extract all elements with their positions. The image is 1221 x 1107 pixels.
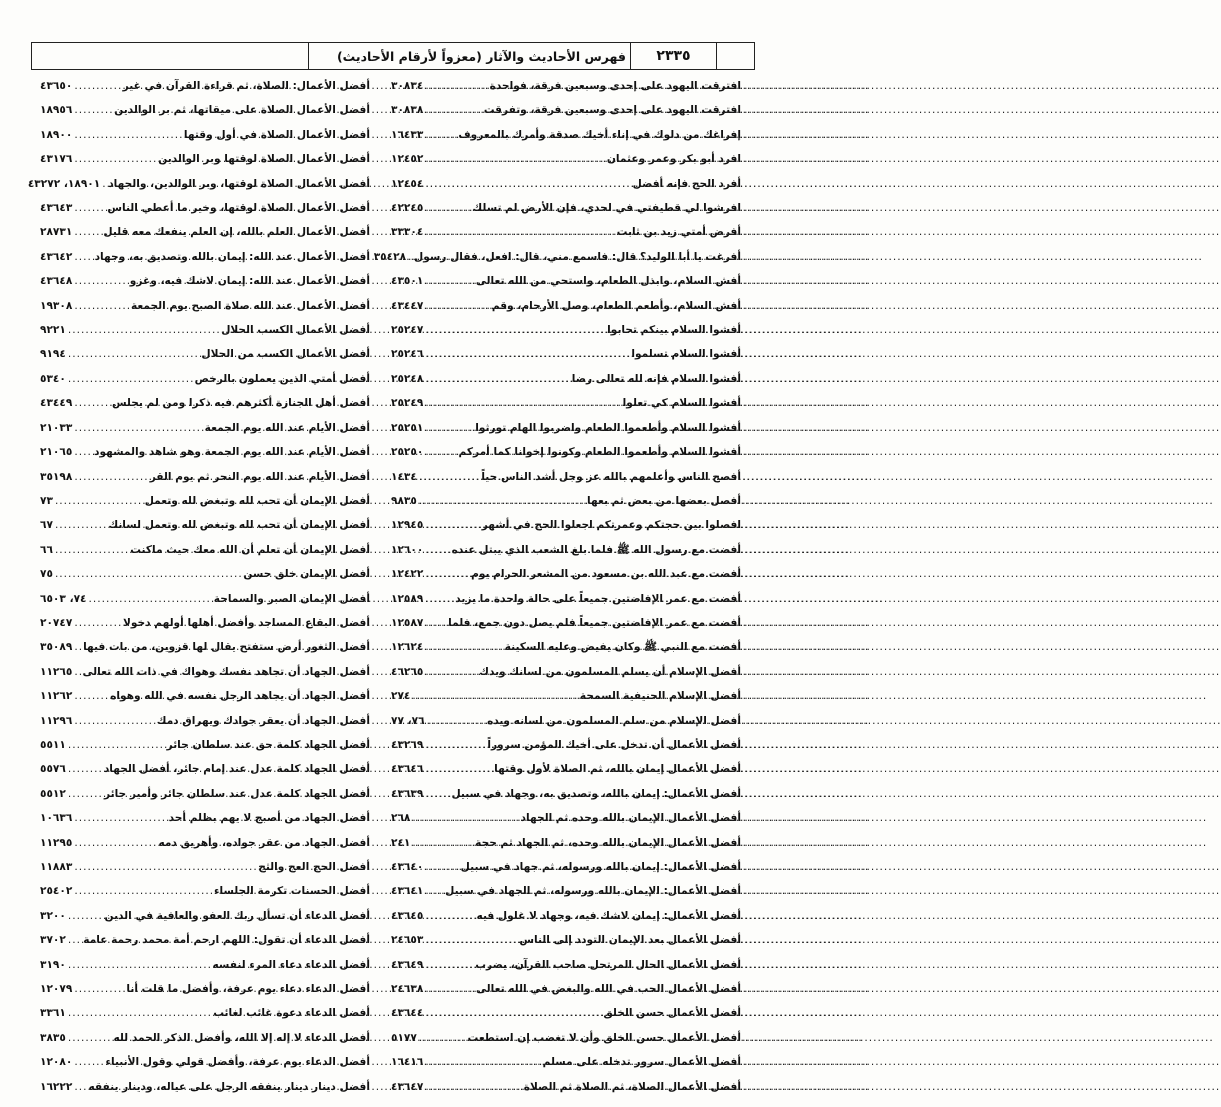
dot-leader xyxy=(74,640,83,654)
entry-number: ٢٥٢٥٠ xyxy=(391,446,424,459)
index-entry xyxy=(40,592,370,606)
entry-text: أفضل الأعمال الإيمان بالله وحده، ثم الجهاد ثم حجة xyxy=(475,836,741,849)
entry-text: إفراغك من دلوك في إناء أخيك صدقة وأمرك بالمعروف xyxy=(458,128,741,141)
entry-text: أفرض أمتي زيد بن ثابت xyxy=(616,226,741,239)
index-entry xyxy=(40,543,370,557)
index-entry xyxy=(40,518,370,532)
entry-number: ٢٥٢٤٧ xyxy=(391,324,424,337)
entry-text: أفضل الأعمال: الصلاة، ثم قراءة القرآن في غير xyxy=(122,80,370,92)
dot-leader xyxy=(74,103,114,117)
dot-leader xyxy=(74,274,129,288)
entry-number: ١٢٤٥٤ xyxy=(391,177,424,190)
dot-leader xyxy=(74,445,94,459)
entry-text: أفضل الإيمان أن تحب لله وتبغض لله وتعمل xyxy=(144,494,370,507)
dot-leader xyxy=(74,982,126,996)
index-entry xyxy=(40,201,370,215)
entry-number: ٥١٧٧ xyxy=(391,1031,417,1044)
entry-text: أفشوا السلام تسلموا xyxy=(631,348,741,361)
entry-number: ٣١٩٠ xyxy=(40,958,66,971)
index-entry xyxy=(40,836,370,850)
dot-leader xyxy=(74,79,122,93)
dot-leader xyxy=(74,836,158,850)
index-entry xyxy=(40,689,370,703)
entry-number: ٣٣٣٠٤ xyxy=(391,226,424,239)
entry-text: أفضل الجهاد كلمة عدل عند سلطان جائر وأمير جائر xyxy=(104,787,370,800)
entry-number: ٢٥٢٤٩ xyxy=(391,397,424,410)
index-entry xyxy=(40,128,370,142)
entry-text: أفشوا السلام وأطعموا الطعام واضربوا الهام تورثوا xyxy=(475,421,741,434)
entry-text: أفضل الأعمال الحب في الله والبغض في الله تعالى xyxy=(475,983,741,996)
entry-text: أفضل الأعمال عند الله صلاة الصبح يوم الجمعة xyxy=(130,299,370,312)
entry-number: ١٠٦٣٦ xyxy=(40,812,73,825)
dot-leader xyxy=(74,201,107,215)
dot-leader xyxy=(68,347,202,361)
entry-text: أفضل الأيام عند الله يوم الجمعة xyxy=(204,421,370,434)
index-entry xyxy=(40,909,370,923)
dot-leader xyxy=(68,909,105,923)
entry-number: ٤٦٢٦٥ xyxy=(391,665,424,678)
entry-number: ٥٥٧٦ xyxy=(40,763,66,776)
entry-number: ٤٢٢٤٥ xyxy=(391,202,424,215)
entry-text: أفضل الجهاد أن تجاهد نفسك وهواك في ذات الله تعالى xyxy=(82,665,370,678)
entry-text: أفضل الأعمال عند الله: إيمان لاشك فيه، وغزو xyxy=(129,275,370,288)
entry-text: أفضت مع عمر الإفاضتين جميعاً فلم يصل دون جمع، فلما xyxy=(448,616,741,629)
entry-text: أفضت مع عبد الله بن مسعود من المشعر الحرام يوم xyxy=(471,568,741,581)
entry-text: أفضل الدعاء يوم عرفة، وأفضل قولي وقول الأنبياء xyxy=(105,1056,370,1069)
entry-text: أفضل الدعاء لا إله إلا الله، وأفضل الذكر الحمد لله xyxy=(113,1031,370,1044)
entry-text: أفضل الجهاد كلمة عدل عند إمام جائر، أفضل الجهاد xyxy=(103,763,370,776)
index-entry xyxy=(40,933,370,947)
index-entry xyxy=(40,1080,370,1094)
entry-text: أفضل الإيمان أن تحب لله وتبغض لله وتعمل لسانك xyxy=(108,519,370,532)
entry-text: أفشوا السلام فإنه لله تعالى رضا xyxy=(571,372,741,385)
entry-number: ٦٦ xyxy=(40,543,53,556)
entry-text: أفضل الأعمال الصلاة لوقتها وبر الوالدين xyxy=(158,153,370,166)
dot-leader xyxy=(74,470,149,484)
entry-number: ٤٣٦٤١ xyxy=(391,885,424,898)
entry-number: ١٨٩٠١، ٤٣٢٧٢ xyxy=(27,177,101,190)
entry-text: أفضل الأعمال الصلاة في أول وقتها xyxy=(183,128,370,141)
entry-number: ٤٣٤٤٧ xyxy=(391,299,424,312)
index-entry xyxy=(40,714,370,728)
entry-number: ١٢٠٧٩ xyxy=(40,983,73,996)
entry-text: أفضل الأعمال العلم بالله، إن العلم ينفعك معه قليل xyxy=(103,226,370,239)
entry-text: أفضل الأعمال الصلاة، ثم الصلاة ثم الصلاة xyxy=(523,1080,741,1093)
dot-leader xyxy=(74,1055,105,1069)
index-entry xyxy=(40,762,370,776)
entry-text: أفضل الإسلام أن يسلم المسلمون من لسانك ويدك xyxy=(479,665,741,678)
entry-text: أفضت مع عمر الإفاضتين جميعاً على حالة واحدة ما يزيد xyxy=(455,592,741,605)
entry-number: ٣٠٨٣٤ xyxy=(391,80,424,92)
entry-text: أفضل الإيمان الصبر والسماحة xyxy=(213,592,370,605)
dot-leader xyxy=(74,396,112,410)
index-entry xyxy=(40,299,370,313)
entry-text: أفصح الناس وأعلمهم بالله عز وجل أشد الناس حياً xyxy=(481,470,741,483)
entry-number: ٢٥٤٠٢ xyxy=(40,885,73,898)
entry-text: أفضل الثغور أرض ستفتح يقال لها قزوين، من بات فيها xyxy=(83,641,370,654)
entry-text: أفضل دينار دينار ينفقه الرجل على عياله، ودينار ينفقه xyxy=(88,1080,370,1093)
dot-leader xyxy=(102,177,108,191)
entry-text: أفضل أمتي الذين يعملون بالرخص xyxy=(194,372,370,385)
entry-text: أفضل الأعمال سرور تدخله على مسلم xyxy=(542,1056,741,1069)
entry-text: أفرد الحج فإنه أفضل xyxy=(632,177,741,190)
index-entry xyxy=(40,787,370,801)
entry-number: ٢٦٨ xyxy=(391,812,411,825)
entry-text: أفضل الأعمال الصلاة لوقتها، وبر الوالدين، والجهاد xyxy=(108,177,370,190)
dot-leader xyxy=(68,762,104,776)
entry-number: ٣٠٨٣٨ xyxy=(391,104,424,117)
entry-number: ٣٥١٩٨ xyxy=(40,470,73,483)
entry-text: افترقت اليهود على إحدى وسبعين فرقة، وتفرقت xyxy=(483,104,741,117)
entry-text: أفضل الأعمال: الإيمان بالله ورسوله، ثم الجهاد في سبيل xyxy=(445,885,741,898)
index-entry xyxy=(40,982,370,996)
dot-leader xyxy=(74,616,123,630)
dot-leader xyxy=(89,592,214,606)
entry-number: ٥٣٤٠ xyxy=(40,372,66,385)
index-entry xyxy=(40,396,370,410)
entry-number: ١٨٩٠٠ xyxy=(40,128,73,141)
index-entry xyxy=(40,860,370,874)
entry-number: ٣٣٦١ xyxy=(40,1007,66,1020)
dot-leader xyxy=(68,372,195,386)
entry-number: ١٢٤٢٢ xyxy=(391,568,424,581)
entry-text: افصلوا بين حجتكم وعمرتكم اجعلوا الحج في أشهر xyxy=(481,519,741,532)
entry-text: أفضل الأعمال بعد الإيمان التودد إلى الناس xyxy=(519,934,741,947)
entry-text: أفضل الجهاد من أصبح لا يهم بظلم أحد xyxy=(168,812,370,825)
entry-text: أفش السلام، وابذل الطعام، واستحي من الله تعالى xyxy=(475,275,741,288)
entry-text: أفضل الإسلام الحنيفية السمحة xyxy=(579,690,741,703)
entry-number: ٣٢٠٠ xyxy=(40,909,66,922)
entry-text: أفضل الإسلام من سلم المسلمون من لسانه ويده xyxy=(487,714,741,727)
index-entry xyxy=(40,1031,370,1045)
entry-number: ٢١٠٣٣ xyxy=(40,421,73,434)
index-entry xyxy=(40,811,370,825)
page-title: فهرس الأحاديث والآثار (معزواً لأرقام الأحاديث) xyxy=(308,43,630,69)
dot-leader xyxy=(68,1006,213,1020)
entry-text: أفش السلام، وأطعم الطعام، وصل الأرحام، وقم xyxy=(491,299,741,312)
entry-text: افترقت اليهود على إحدى وسبعين فرقة، فواحدة xyxy=(489,80,741,92)
dot-leader xyxy=(55,567,243,581)
entry-text: افرشوا لي قطيفتي في لحدي، فإن الأرض لم تسلك xyxy=(472,202,741,215)
entry-number: ٢٧٤ xyxy=(391,690,411,703)
page-number: ٢٣٣٥ xyxy=(630,43,716,69)
dot-leader xyxy=(68,323,221,337)
index-entry xyxy=(27,177,370,191)
entry-number: ٥٥١٢ xyxy=(40,787,66,800)
entry-number: ٧٦، ٧٧ xyxy=(391,714,425,727)
entry-number: ١١٢٦٥ xyxy=(40,665,73,678)
entry-number: ٤٣٢٦٩ xyxy=(391,738,424,751)
entry-number: ٤٣٦٤٥ xyxy=(391,909,424,922)
entry-text: أفضل الأعمال: إيمان لاشك فيه، وجهاد لا غلول فيه xyxy=(476,909,741,922)
index-entry xyxy=(40,958,370,972)
index-entry xyxy=(40,470,370,484)
dot-leader xyxy=(68,787,104,801)
entry-number: ١٤٣٤ xyxy=(391,470,417,483)
entry-number: ٢١٠٦٥ xyxy=(40,446,73,459)
index-entry xyxy=(40,616,370,630)
entry-number: ٩١٩٤ xyxy=(40,348,66,361)
entry-number: ٩٢٢١ xyxy=(40,324,66,337)
index-entry xyxy=(40,372,370,386)
index-entry xyxy=(40,640,370,654)
entry-number: ٤٣١٧٦ xyxy=(40,153,73,166)
index-entry xyxy=(40,567,370,581)
entry-number: ١٩٣٠٨ xyxy=(40,299,73,312)
entry-text: أفضل الجهاد أن يجاهد الرجل نفسه في الله وهواه xyxy=(110,690,370,703)
entry-text: أفضل الأيام عند الله يوم الجمعة وهو شاهد والمشهود xyxy=(94,446,370,459)
entry-text: أفضل الأعمال الكسب الحلال xyxy=(221,324,370,337)
index-entry xyxy=(40,250,370,264)
entry-number: ١٨٩٥٦ xyxy=(40,104,73,117)
entry-number: ٢٤١ xyxy=(391,836,411,849)
entry-text: أفضل الدعاء أن تسأل ربك العفو والعافية في الدين xyxy=(104,909,370,922)
dot-leader xyxy=(74,811,168,825)
dot-leader xyxy=(74,884,214,898)
entry-number: ٩٨٣٥ xyxy=(391,494,417,507)
entry-text: أفضل الجهاد أن يعقر جوادك ويهراق دمك xyxy=(156,714,370,727)
entry-number: ٢٥٢٥١ xyxy=(391,421,424,434)
entry-number: ٥٥١١ xyxy=(40,738,66,751)
index-entry xyxy=(40,79,370,93)
dot-leader xyxy=(74,665,82,679)
index-entry xyxy=(40,445,370,459)
entry-text: أفضل البقاع المساجد وأفضل أهلها أولهم دخولا xyxy=(122,616,370,629)
entry-number: ٤٣٤٤٩ xyxy=(40,397,73,410)
entry-number: ٤٣٦٤٩ xyxy=(391,958,424,971)
page-header xyxy=(31,42,755,70)
entry-number: ٤٣٦٤٤ xyxy=(391,1007,424,1020)
index-entry xyxy=(40,421,370,435)
entry-text: أفضل الأيام عند الله يوم النحر ثم يوم القر xyxy=(149,470,370,483)
entry-number: ٤٣٥٠١ xyxy=(391,275,424,288)
entry-text: أفضل الأعمال الإيمان بالله وحده ثم الجهاد xyxy=(520,812,741,825)
index-entry xyxy=(40,323,370,337)
dot-leader xyxy=(55,518,109,532)
index-entry xyxy=(40,103,370,117)
entry-text: أفضل الأعمال الصلاة لوقتها، وخير ما أعطي الناس xyxy=(107,202,370,215)
index-entry xyxy=(40,225,370,239)
entry-number: ١٢٠٨٠ xyxy=(40,1056,73,1069)
dot-leader xyxy=(55,494,145,508)
entry-text: أفضل الأعمال حسن الخلق xyxy=(603,1007,741,1020)
entry-text: أفضل الجهاد كلمة حق عند سلطان جائر xyxy=(166,738,370,751)
index-entry xyxy=(40,152,370,166)
entry-number: ٤٣٦٤٦ xyxy=(391,763,424,776)
entry-number: ٤٣٦٥٠ xyxy=(40,80,73,92)
entry-text: أفضل الأعمال أن تدخل على أخيك المؤمن سروراً xyxy=(487,738,741,751)
entry-number: ٦٧ xyxy=(40,519,53,532)
entry-number: ٢٨٧٣١ xyxy=(40,226,73,239)
header-cell-blank-left xyxy=(32,43,308,69)
entry-number: ١٦٤٣٣ xyxy=(391,128,424,141)
entry-number: ١١٢٩٦ xyxy=(40,714,73,727)
entry-text: أفضل الأعمال عند الله: إيمان بالله وتصديق به، وجهاد xyxy=(94,250,370,263)
entry-text: أفشوا السلام كي تعلوا xyxy=(622,397,741,410)
entry-number: ٤٣٦٤٧ xyxy=(391,1080,424,1093)
entry-number: ٤٣٦٤٨ xyxy=(40,275,73,288)
entry-text: أفضل الأعمال الكسب من الحلال xyxy=(201,348,370,361)
entry-number: ٧٥ xyxy=(40,568,53,581)
index-entry xyxy=(40,494,370,508)
index-entry xyxy=(40,665,370,679)
entry-number: ١٢٦٠٠ xyxy=(391,543,424,556)
entry-text: أفضل الدعاء دعاء يوم عرفة، وأفضل ما قلت أنا xyxy=(126,983,370,996)
entry-text: أفضل الإيمان أن تعلم أن الله معك حيث ماكنت xyxy=(130,543,370,556)
entry-text: أفضل الأعمال حسن الخلق وأن لا تغضب إن استطعت xyxy=(467,1031,741,1044)
entry-number: ١٢٤٥٢ xyxy=(391,153,424,166)
entry-number: ٤٣٦٤٠ xyxy=(391,861,424,873)
entry-number: ٧٣ xyxy=(40,494,53,507)
dot-leader xyxy=(74,421,204,435)
dot-leader xyxy=(74,1080,88,1094)
dot-leader xyxy=(74,689,110,703)
index-entry xyxy=(40,274,370,288)
entry-text: افرد أبو بكر وعمر وعثمان xyxy=(606,153,741,166)
dot-leader xyxy=(74,714,156,728)
entry-number: ١٦٤١٦ xyxy=(391,1056,424,1069)
entry-text: أفضل الجهاد من عقر جواده، وأهريق دمه xyxy=(158,836,370,849)
entry-number: ٤٣٦٤٢ xyxy=(40,250,73,263)
entry-text: أفضل الأعمال إيمان بالله، ثم الصلاة لأول وقتها xyxy=(494,763,741,776)
entry-number: ٢٠٧٤٧ xyxy=(40,616,73,629)
index-entry xyxy=(40,1006,370,1020)
entry-text: أفضل الأعمال: إيمان بالله ورسوله، ثم جهاد في سبيل xyxy=(460,861,741,873)
entry-number: ٤٣٦٤٣ xyxy=(40,202,73,215)
entry-text: أفشوا السلام وأطعموا الطعام وكونوا إخوانا كما أمركم xyxy=(458,446,741,459)
dot-leader xyxy=(74,250,94,264)
entry-number: ٣٧٠٢ xyxy=(40,934,66,947)
entry-number: ٢٤٦٣٨ xyxy=(391,983,424,996)
index-entry xyxy=(40,347,370,361)
index-entry xyxy=(40,738,370,752)
entry-text: أفرغت يا أبا الوليد؟ قال: فاسمع مني، قال: افعل، فقال رسول xyxy=(414,250,741,263)
dot-leader xyxy=(68,1031,114,1045)
entry-number: ٣٨٣٥ xyxy=(40,1031,66,1044)
entry-number: ١٢٥٨٩ xyxy=(391,592,424,605)
index-column-left xyxy=(27,79,370,1094)
header-cell-blank-right xyxy=(716,43,754,69)
entry-number: ٣٥٤٢٨ xyxy=(373,250,407,263)
entry-text: أفضل أهل الجنازة أكثرهم فيه ذكرا ومن لم يجلس xyxy=(111,397,370,410)
entry-number: ٢٥٢٤٦ xyxy=(391,348,424,361)
entry-number: ١١٢٩٥ xyxy=(40,836,73,849)
entry-text: أفضل الأعمال الصلاة على ميقاتها، ثم بر الوالدين xyxy=(114,104,370,117)
entry-number: ١٦٢٢٢ xyxy=(40,1080,73,1093)
dot-leader xyxy=(74,860,258,874)
entry-text: أفضل الحسنات تكرمة الجلساء xyxy=(214,885,370,898)
entry-number: ٢٤٦٥٣ xyxy=(391,934,424,947)
entry-text: أفشوا السلام بينكم تحابوا xyxy=(607,324,741,337)
dot-leader xyxy=(74,152,158,166)
entry-text: أفضل الدعاء أن تقول: اللهم ارحم أمة محمد رحمة عامة xyxy=(83,934,370,947)
entry-text: أفضل الأعمال: إيمان بالله، وتصديق به، وجهاد في سبيل xyxy=(451,787,741,800)
dot-leader xyxy=(68,738,167,752)
entry-number: ١٢٩٤٥ xyxy=(391,519,424,532)
entry-text: أفضت مع رسول الله ﷺ فلما بلغ الشعب الذي يبتل عنده xyxy=(451,543,741,556)
index-entry xyxy=(40,884,370,898)
entry-number: ٧٤، ٦٥٠٣ xyxy=(40,592,87,605)
entry-text: أفضل الدعاء دعاء المرء لنفسه xyxy=(212,958,370,971)
entry-number: ١١٨٨٣ xyxy=(40,861,73,873)
entry-text: أفضل الدعاء دعوة غائب لغائب xyxy=(213,1007,370,1020)
entry-text: أفصل بعضها من بعض ثم بعها xyxy=(587,494,741,507)
entry-number: ١٢٥٨٧ xyxy=(391,616,424,629)
entry-number: ٢٥٢٤٨ xyxy=(391,372,424,385)
index-entry xyxy=(40,1055,370,1069)
entry-text: أفضت مع النبي ﷺ وكان يفيض وعليه السكينة xyxy=(504,641,741,654)
entry-number: ١١٢٦٢ xyxy=(40,690,73,703)
dot-leader xyxy=(68,933,83,947)
entry-number: ٤٣٦٣٩ xyxy=(391,787,424,800)
entry-number: ١٢٦٢٤ xyxy=(391,641,424,654)
entry-text: أفضل الحج العج والثج xyxy=(258,861,370,873)
dot-leader xyxy=(74,225,103,239)
entry-number: ٣٥٠٨٩ xyxy=(40,641,73,654)
dot-leader xyxy=(55,543,130,557)
entry-text: أفضل الإيمان خلق حسن xyxy=(243,568,370,581)
dot-leader xyxy=(74,299,131,313)
dot-leader xyxy=(68,958,213,972)
entry-text: أفضل الأعمال الحال المرتحل صاحب القرآن، يضرب xyxy=(475,958,741,971)
dot-leader xyxy=(74,128,184,142)
